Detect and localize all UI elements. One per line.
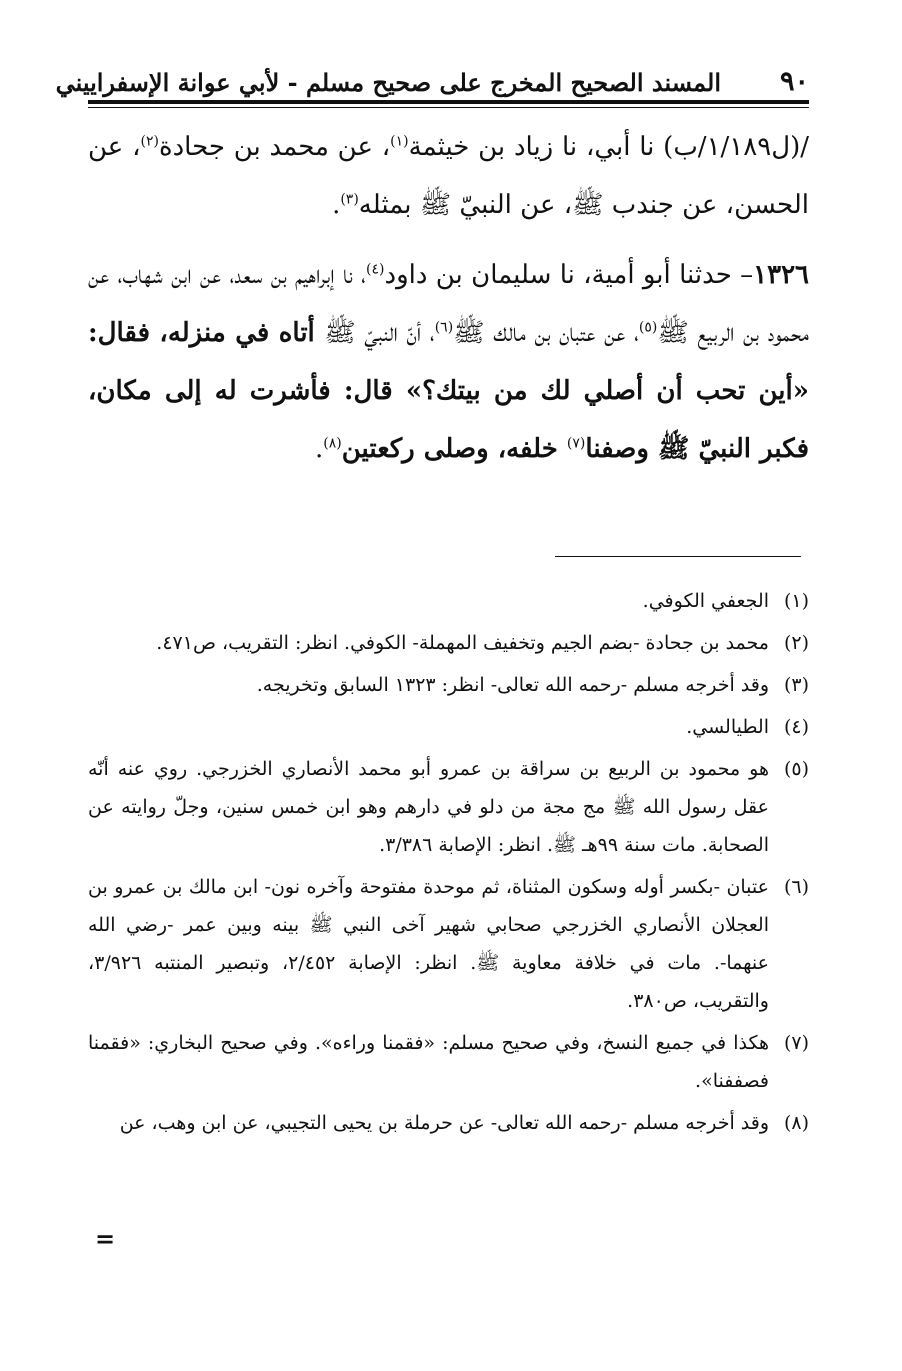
footnote: (٨) وقد أخرجه مسلم -رحمه الله تعالى- عن حرملة بن يحيى التجيبي، عن ابن وهب، عن bbox=[119, 1112, 809, 1134]
footnote: (١) الجعفي الكوفي. bbox=[642, 590, 809, 612]
footnote: (٢) محمد بن جحادة -بضم الجيم وتخفيف المهملة- الكوفي. انظر: التقريب، ص٤٧١. bbox=[156, 632, 809, 654]
footnote: (٣) وقد أخرجه مسلم -رحمه الله تعالى- انظر: ١٣٢٣ السابق وتخريجه. bbox=[256, 674, 809, 696]
footnote-ref: (١) bbox=[390, 133, 409, 150]
footnote-ref: (٧) bbox=[566, 435, 586, 452]
page-number: ٩٠ bbox=[779, 66, 809, 97]
footnote: (٧) هكذا في جميع النسخ، وفي صحيح مسلم: «فقمنا وراءه». وفي صحيح البخاري: «فقمنا فصففنا». bbox=[88, 1032, 809, 1092]
footnote-ref: (٥) bbox=[638, 319, 658, 336]
hadith-text: أتاه في منزله، فقال: «أين تحب أن أصلي لك من بيتك؟» قال: فأشرت له إلى مكان، فكبر النبيّ ﷺ وصفنا bbox=[88, 318, 809, 464]
footnote-ref: (٣) bbox=[340, 191, 359, 208]
header-rule bbox=[88, 100, 809, 104]
hadith-paragraph: ١٣٢٦– حدثنا أبو أمية، نا سليمان بن داود$^{(٤)}$، نا إبراهيم بن سعد، عن ابن شهاب، عن محمود بن الربيع ﷺ$^{(٥)}$، عن عتبان بن مالك ﷺ$^{(٦)}$، أنّ النبيّ ﷺ أتاه في منزله، فقال: «أين تحب أن أصلي لك من بيتك؟» قال: فأشرت له إلى مكان، فكبر النبيّ ﷺ وصفنا$^{(٧)}$ خلفه، وصلى ركعتين$^{(٨)}$. bbox=[88, 260, 809, 464]
continuation-mark: = bbox=[95, 1224, 116, 1253]
footnote-ref: (٢) bbox=[140, 133, 159, 150]
footnote: (٥) هو محمود بن الربيع بن سراقة بن عمرو أبو محمد الأنصاري الخزرجي. روي عنه أنّه عقل رسول الله ﷺ مج مجة من دلو في دارهم وهو ابن خمس سنين، وجلّ روايته عن الصحابة. مات سنة ٩٩هـ ﷺ. انظر: الإصابة ٣/٣٨٦. bbox=[88, 758, 809, 856]
footnote-ref: (٤) bbox=[366, 261, 385, 278]
paragraph-chain: /(ل١/١٨٩/ب) نا أبي، نا زياد بن خيثمة$^{(١)}$، عن محمد بن جحادة$^{(٢)}$، عن الحسن، عن جندب ﷺ، عن النبيّ ﷺ بمثله$^{(٣)}$. bbox=[88, 132, 809, 220]
running-title: المسند الصحيح المخرج على صحيح مسلم - لأبي عوانة الإسفراييني bbox=[55, 68, 721, 97]
footnotes bbox=[88, 582, 809, 1146]
footnote: (٤) الطيالسي. bbox=[686, 716, 809, 738]
footnote-ref: (٦) bbox=[434, 319, 454, 336]
hadith-text-end: خلفه، وصلى ركعتين bbox=[341, 434, 567, 464]
footnote-ref: (٨) bbox=[323, 435, 342, 452]
main-text bbox=[88, 118, 809, 478]
page-header bbox=[55, 60, 809, 104]
footnote: (٦) عتبان -بكسر أوله وسكون المثناة، ثم موحدة مفتوحة وآخره نون- ابن مالك بن عمرو بن العجلان الأنصاري الخزرجي صحابي شهير آخى النبي ﷺ بينه وبين عمر -رضي الله عنهما-. مات في خلافة معاوية ﷺ. انظر: الإصابة ٢/٤٥٢، وتبصير المنتبه ٣/٩٢٦، والتقريب، ص٣٨٠. bbox=[88, 876, 809, 1012]
header-rule-thin bbox=[88, 107, 809, 108]
hadith-number: ١٣٢٦ bbox=[753, 260, 809, 290]
footnote-separator bbox=[555, 556, 801, 557]
